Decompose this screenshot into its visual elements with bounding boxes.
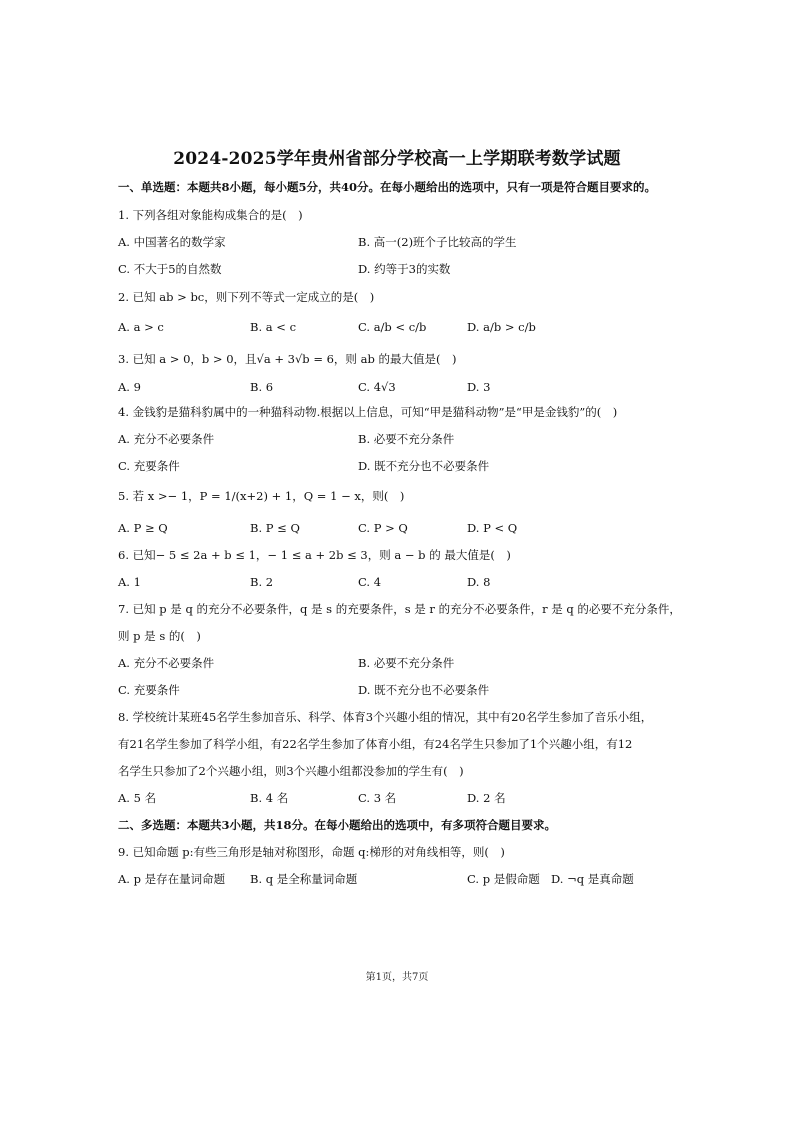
question-9-stem: 9. 已知命题 p:有些三角形是轴对称图形，命题 q:梯形的对角线相等，则( ) <box>118 845 505 859</box>
question-5-option-b: B. P ≤ Q <box>250 521 300 535</box>
question-8-stem-line-3: 名学生只参加了2个兴趣小组，则3个兴趣小组都没参加的学生有( ) <box>118 764 464 778</box>
question-5-option-d: D. P < Q <box>467 521 518 535</box>
question-2-option-c: C. a/b < c/b <box>358 320 427 334</box>
page-footer: 第1页，共7页 <box>365 972 429 983</box>
question-9-option-b: B. q 是全称量词命题 <box>250 872 358 886</box>
question-7-option-b: B. 必要不充分条件 <box>358 656 455 670</box>
question-8-option-c: C. 3 名 <box>358 791 397 805</box>
question-6-option-a: A. 1 <box>118 575 141 589</box>
question-3-option-a: A. 9 <box>118 380 141 394</box>
question-7-option-c: C. 充要条件 <box>118 683 180 697</box>
question-1-option-c: C. 不大于5的自然数 <box>118 262 222 276</box>
question-5-option-a: A. P ≥ Q <box>118 521 168 535</box>
question-7-stem-line-1: 7. 已知 p 是 q 的充分不必要条件，q 是 s 的充要条件，s 是 r 的充分不必要条件，r 是 q 的必要不充分条件， <box>118 602 681 616</box>
question-3-option-d: D. 3 <box>467 380 491 394</box>
question-8-option-d: D. 2 名 <box>467 791 506 805</box>
question-9-option-d: D. ¬q 是真命题 <box>551 872 634 886</box>
question-1-option-d: D. 约等于3的实数 <box>358 262 451 276</box>
question-1-option-a: A. 中国著名的数学家 <box>118 235 226 249</box>
question-1-option-b: B. 高一(2)班个子比较高的学生 <box>358 235 517 249</box>
question-4-option-d: D. 既不充分也不必要条件 <box>358 459 490 473</box>
question-3-stem: 3. 已知 a > 0，b > 0，且√a + 3√b = 6，则 ab 的最大值是( ) <box>118 352 457 366</box>
question-2-option-b: B. a < c <box>250 320 297 334</box>
question-2-option-d: D. a/b > c/b <box>467 320 536 334</box>
question-2-stem: 2. 已知 ab > bc，则下列不等式一定成立的是( ) <box>118 290 375 304</box>
question-7-stem-line-2: 则 p 是 s 的( ) <box>118 629 201 643</box>
section-multi-choice-header: 二、多选题：本题共3小题，共18分。在每小题给出的选项中，有多项符合题目要求。 <box>118 818 557 832</box>
question-2-option-a: A. a > c <box>118 320 164 334</box>
question-5-stem: 5. 若 x >− 1，P = 1/(x+2) + 1，Q = 1 − x，则( ) <box>118 489 405 503</box>
question-8-option-b: B. 4 名 <box>250 791 289 805</box>
question-1-stem: 1. 下列各组对象能构成集合的是( ) <box>118 208 303 222</box>
question-6-stem: 6. 已知− 5 ≤ 2a + b ≤ 1，− 1 ≤ a + 2b ≤ 3，则 a − b 的 最大值是( ) <box>118 548 511 562</box>
question-3-option-c: C. 4√3 <box>358 380 396 394</box>
question-7-option-a: A. 充分不必要条件 <box>118 656 215 670</box>
question-4-option-a: A. 充分不必要条件 <box>118 432 215 446</box>
question-4-option-c: C. 充要条件 <box>118 459 180 473</box>
question-6-option-c: C. 4 <box>358 575 382 589</box>
question-6-option-b: B. 2 <box>250 575 274 589</box>
question-9-option-c: C. p 是假命题 <box>467 872 540 886</box>
page-title: 2024-2025学年贵州省部分学校高一上学期联考数学试题 <box>173 149 621 169</box>
question-3-option-b: B. 6 <box>250 380 274 394</box>
question-8-stem-line-2: 有21名学生参加了科学小组，有22名学生参加了体育小组，有24名学生只参加了1个兴趣小组，有12 <box>118 737 633 751</box>
question-8-option-a: A. 5 名 <box>118 791 157 805</box>
section-single-choice-header: 一、单选题：本题共8小题，每小题5分，共40分。在每小题给出的选项中，只有一项是符合题目要求的。 <box>118 180 657 194</box>
question-6-option-d: D. 8 <box>467 575 491 589</box>
question-9-option-a: A. p 是存在量词命题 <box>118 872 226 886</box>
question-5-option-c: C. P > Q <box>358 521 408 535</box>
question-7-option-d: D. 既不充分也不必要条件 <box>358 683 490 697</box>
question-4-stem: 4. 金钱豹是猫科豹属中的一种猫科动物.根据以上信息，可知“甲是猫科动物”是“甲是金钱豹”的( ) <box>118 405 618 419</box>
question-8-stem-line-1: 8. 学校统计某班45名学生参加音乐、科学、体育3个兴趣小组的情况，其中有20名学生参加了音乐小组， <box>118 710 653 724</box>
question-4-option-b: B. 必要不充分条件 <box>358 432 455 446</box>
